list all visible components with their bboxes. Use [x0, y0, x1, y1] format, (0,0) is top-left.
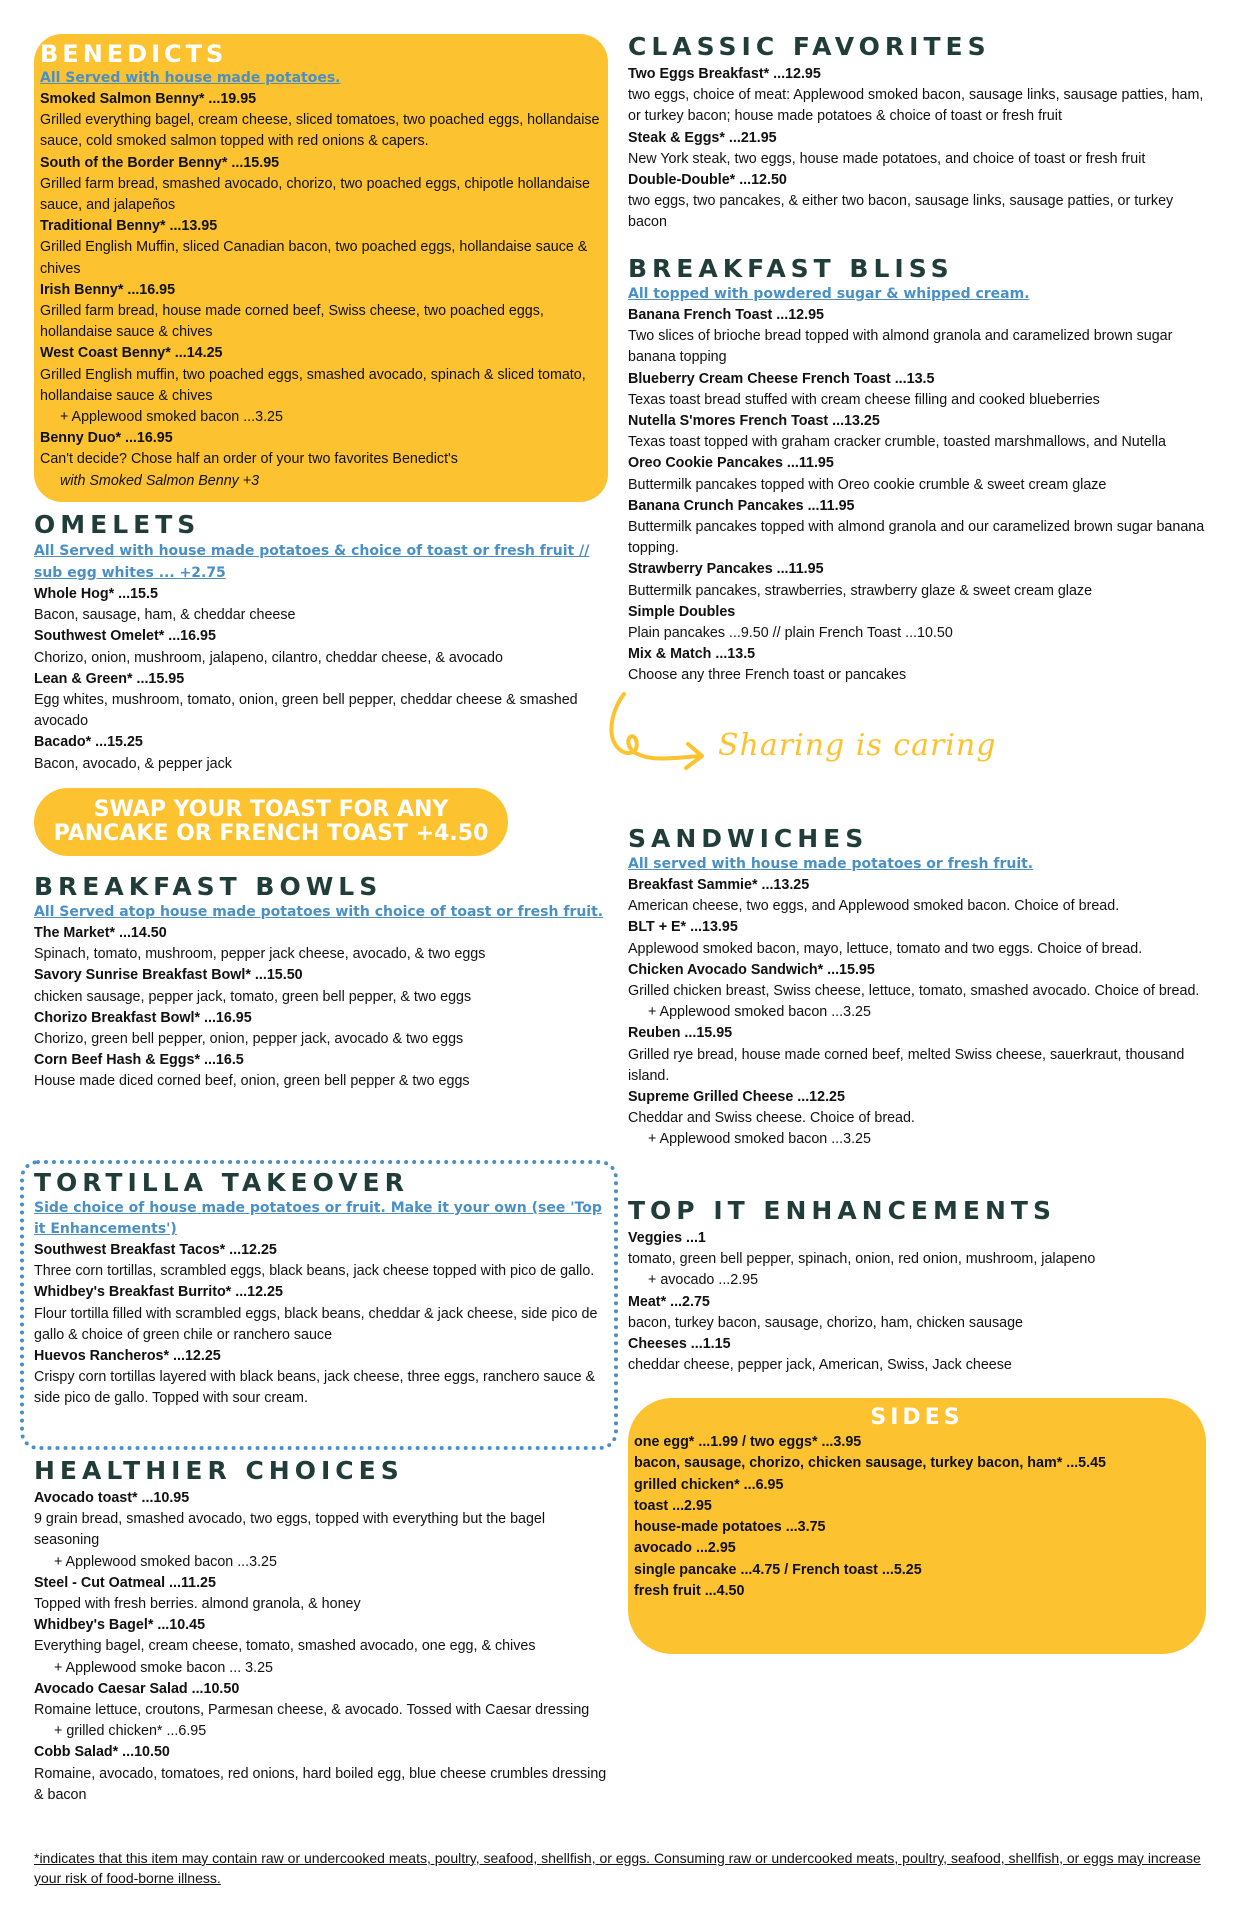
- menu-item: Whidbey's Breakfast Burrito* ...12.25 Flour tortilla filled with scrambled eggs, black beans, cheddar & jack cheese, side pico de gallo & choice of green chile or ranchero sauce: [34, 1284, 598, 1343]
- addon-line: + avocado ...2.95: [648, 1272, 759, 1289]
- menu-item: Veggies ...1 tomato, green bell pepper, spinach, onion, red onion, mushroom, jalapeno + avocado ...2.95: [628, 1228, 1208, 1292]
- tortilla-heading: TORTILLA TAKEOVER: [34, 1168, 409, 1197]
- menu-item: Supreme Grilled Cheese ...12.25 Cheddar and Swiss cheese. Choice of bread. + Applewood smoked bacon ...3.25: [628, 1087, 1208, 1151]
- sandwiches-heading: SANDWICHES: [628, 824, 869, 853]
- enhancements-heading: TOP IT ENHANCEMENTS: [628, 1196, 1056, 1225]
- omelets-heading: OMELETS: [34, 510, 201, 539]
- menu-item: West Coast Benny* ...14.25 Grilled English muffin, two poached eggs, smashed avocado, spinach & sliced tomato, hollandaise sauce & chives + Applewood smoked bacon ...3.25: [40, 343, 600, 428]
- menu-item: Smoked Salmon Benny* ...19.95 Grilled everything bagel, cream cheese, sliced tomatoes, two poached eggs, hollandaise sauce, cold smoked salmon topped with red onions & capers.: [40, 91, 600, 150]
- footnote: *indicates that this item may contain raw or undercooked meats, poultry, seafood, shellfish, or eggs. Consuming raw or undercooked meats, poultry, seafood, shellfish, or eggs may increase your risk of food-borne illness.: [34, 1850, 1201, 1886]
- list-item: bacon, sausage, chorizo, chicken sausage, turkey bacon, ham* ...5.45: [634, 1455, 1106, 1472]
- menu-item: Simple Doubles Plain pancakes ...9.50 // plain French Toast ...10.50: [628, 603, 953, 642]
- bliss-heading: BREAKFAST BLISS: [628, 254, 954, 283]
- swap-line-2: PANCAKE OR FRENCH TOAST +4.50: [53, 821, 489, 846]
- benedicts-heading: BENEDICTS: [40, 40, 228, 68]
- menu-item: Southwest Omelet* ...16.95 Chorizo, onion, mushroom, jalapeno, cilantro, cheddar cheese, & avocado: [34, 628, 503, 666]
- list-item: toast ...2.95: [634, 1497, 712, 1514]
- swap-line-1: SWAP YOUR TOAST FOR ANY: [93, 797, 449, 822]
- addon-line: + Applewood smoked bacon ...3.25: [648, 1131, 871, 1148]
- menu-item: Benny Duo* ...16.95 Can't decide? Chose half an order of your two favorites Benedict's with Smoked Salmon Benny +3: [40, 428, 600, 492]
- bliss-subtitle: All topped with powdered sugar & whipped cream.: [628, 286, 1030, 302]
- menu-item: Oreo Cookie Pancakes ...11.95 Buttermilk pancakes topped with Oreo cookie crumble & sweet cream glaze: [628, 455, 1107, 493]
- menu-item: Blueberry Cream Cheese French Toast ...13.5 Texas toast bread stuffed with cream cheese filling and cooked blueberries: [628, 370, 1100, 408]
- menu-item: Nutella S'mores French Toast ...13.25 Texas toast topped with graham cracker crumble, toasted marshmallows, and Nutella: [628, 413, 1166, 451]
- bliss-section: [628, 254, 1208, 687]
- menu-item: Breakfast Sammie* ...13.25 American cheese, two eggs, and Applewood smoked bacon. Choice of bread.: [628, 877, 1120, 915]
- benedicts-subtitle: All Served with house made potatoes.: [40, 70, 341, 86]
- menu-item: BLT + E* ...13.95 Applewood smoked bacon, mayo, lettuce, tomato and two eggs. Choice of bread.: [628, 919, 1143, 957]
- menu-item: Whole Hog* ...15.5 Bacon, sausage, ham, & cheddar cheese: [34, 586, 296, 624]
- menu-item: Steel - Cut Oatmeal ...11.25 Topped with fresh berries. almond granola, & honey: [34, 1574, 361, 1613]
- list-item: fresh fruit ...4.50: [634, 1583, 745, 1600]
- menu-item: Savory Sunrise Breakfast Bowl* ...15.50 chicken sausage, pepper jack, tomato, green bell pepper, & two eggs: [34, 967, 472, 1005]
- omelets-subtitle: All Served with house made potatoes & choice of toast or fresh fruit // sub egg whites ... +2.75: [34, 543, 590, 581]
- bowls-heading: BREAKFAST BOWLS: [34, 872, 383, 901]
- healthier-heading: HEALTHIER CHOICES: [34, 1456, 404, 1485]
- sandwiches-section: [628, 824, 1208, 1151]
- addon-line: + Applewood smoked bacon ...3.25: [648, 1004, 871, 1021]
- menu-item: Banana French Toast ...12.95 Two slices of brioche bread topped with almond granola and caramelized brown sugar banana topping: [628, 307, 1173, 366]
- menu-item: The Market* ...14.50 Spinach, tomato, mushroom, pepper jack cheese, avocado, & two eggs: [34, 925, 486, 963]
- menu-item: Two Eggs Breakfast* ...12.95 two eggs, choice of meat: Applewood smoked bacon, sausage links, sausage patties, ham, or turkey bacon; house made potatoes & choice of toast or fresh fruit: [628, 66, 1204, 125]
- menu-item: Chicken Avocado Sandwich* ...15.95 Grilled chicken breast, Swiss cheese, lettuce, tomato, smashed avocado. Choice of bread. + Applewood smoked bacon ...3.25: [628, 960, 1208, 1024]
- menu-item: Corn Beef Hash & Eggs* ...16.5 House made diced corned beef, onion, green bell pepper & two eggs: [34, 1052, 470, 1090]
- tortilla-section: [34, 1168, 604, 1410]
- menu-item: South of the Border Benny* ...15.95 Grilled farm bread, smashed avocado, chorizo, two poached eggs, chipotle hollandaise sauce, and jalapeños: [40, 154, 590, 214]
- addon-line: + Applewood smoked bacon ...3.25: [60, 409, 283, 426]
- menu-item: Irish Benny* ...16.95 Grilled farm bread, house made corned beef, Swiss cheese, two poached eggs, hollandaise sauce & chives: [40, 281, 544, 341]
- menu-item: Double-Double* ...12.50 two eggs, two pancakes, & either two bacon, sausage links, sausage patties, or turkey bacon: [628, 172, 1174, 231]
- list-item: one egg* ...1.99 / two eggs* ...3.95: [634, 1434, 862, 1450]
- menu-item: Mix & Match ...13.5 Choose any three French toast or pancakes: [628, 646, 907, 684]
- bowls-subtitle: All Served atop house made potatoes with choice of toast or fresh fruit.: [34, 904, 604, 920]
- sharing-is-caring-text: Sharing is caring: [718, 728, 997, 763]
- sides-heading: SIDES: [870, 1405, 964, 1430]
- menu-item: Avocado Caesar Salad ...10.50 Romaine lettuce, croutons, Parmesan cheese, & avocado. Tossed with Caesar dressing + grilled chicken* ...6.95: [34, 1679, 614, 1743]
- menu-item: Whidbey's Bagel* ...10.45 Everything bagel, cream cheese, tomato, smashed avocado, one egg, & chives + Applewood smoke bacon ... 3.25: [34, 1615, 614, 1679]
- tortilla-subtitle: Side choice of house made potatoes or fruit. Make it your own (see 'Top it Enhancements'): [34, 1200, 602, 1237]
- swap-toast-banner: [34, 788, 508, 856]
- sandwiches-subtitle: All served with house made potatoes or fresh fruit.: [628, 856, 1034, 872]
- menu-item: Strawberry Pancakes ...11.95 Buttermilk pancakes, strawberries, strawberry glaze & sweet cream glaze: [628, 561, 1093, 599]
- bowls-section: [34, 872, 614, 1093]
- menu-item: Chorizo Breakfast Bowl* ...16.95 Chorizo, green bell pepper, onion, pepper jack, avocado & two eggs: [34, 1009, 464, 1048]
- menu-item: Huevos Rancheros* ...12.25 Crispy corn tortillas layered with black beans, jack cheese, three eggs, ranchero sauce & side pico de gallo. Topped with sour cream.: [34, 1348, 596, 1407]
- menu-item: Banana Crunch Pancakes ...11.95 Buttermilk pancakes topped with almond granola and our caramelized brown sugar banana topping.: [628, 497, 1205, 557]
- omelets-section: [34, 510, 614, 775]
- menu-item: Avocado toast* ...10.95 9 grain bread, smashed avocado, two eggs, topped with everything but the bagel seasoning + Applewood smoked bacon ...3.25: [34, 1488, 614, 1573]
- menu-item: Meat* ...2.75 bacon, turkey bacon, sausage, chorizo, ham, chicken sausage: [628, 1293, 1023, 1331]
- curly-arrow-icon: [604, 690, 714, 780]
- menu-item: Lean & Green* ...15.95 Egg whites, mushroom, tomato, onion, green bell pepper, cheddar cheese & smashed avocado: [34, 670, 578, 730]
- menu-item: Cobb Salad* ...10.50 Romaine, avocado, tomatoes, red onions, hard boiled egg, blue cheese crumbles dressing & bacon: [34, 1744, 607, 1803]
- classic-section: [628, 32, 1208, 234]
- menu-item: Reuben ...15.95 Grilled rye bread, house made corned beef, melted Swiss cheese, sauerkraut, thousand island.: [628, 1025, 1185, 1084]
- menu-item: Bacado* ...15.25 Bacon, avocado, & pepper jack: [34, 734, 232, 772]
- enhancements-section: [628, 1196, 1208, 1376]
- list-item: avocado ...2.95: [634, 1540, 736, 1557]
- menu-item: Southwest Breakfast Tacos* ...12.25 Three corn tortillas, scrambled eggs, black beans, jack cheese topped with pico de gallo.: [34, 1242, 595, 1280]
- addon-line: + Applewood smoke bacon ... 3.25: [54, 1659, 273, 1676]
- menu-item: Steak & Eggs* ...21.95 New York steak, two eggs, house made potatoes, and choice of toast or fresh fruit: [628, 129, 1146, 167]
- menu-item: Traditional Benny* ...13.95 Grilled English Muffin, sliced Canadian bacon, two poached eggs, hollandaise sauce & chives: [40, 218, 588, 277]
- benedicts-section: [40, 40, 600, 492]
- classic-heading: CLASSIC FAVORITES: [628, 32, 991, 61]
- item-note: with Smoked Salmon Benny +3: [60, 472, 260, 489]
- menu-item: Cheeses ...1.15 cheddar cheese, pepper jack, American, Swiss, Jack cheese: [628, 1336, 1012, 1374]
- list-item: house-made potatoes ...3.75: [634, 1519, 826, 1536]
- list-item: grilled chicken* ...6.95: [634, 1476, 784, 1493]
- healthier-section: [34, 1456, 614, 1806]
- sides-section: [634, 1404, 1200, 1602]
- sides-list: [634, 1432, 1200, 1602]
- list-item: single pancake ...4.75 / French toast ...5.25: [634, 1561, 922, 1578]
- addon-line: + grilled chicken* ...6.95: [54, 1723, 207, 1740]
- addon-line: + Applewood smoked bacon ...3.25: [54, 1553, 277, 1570]
